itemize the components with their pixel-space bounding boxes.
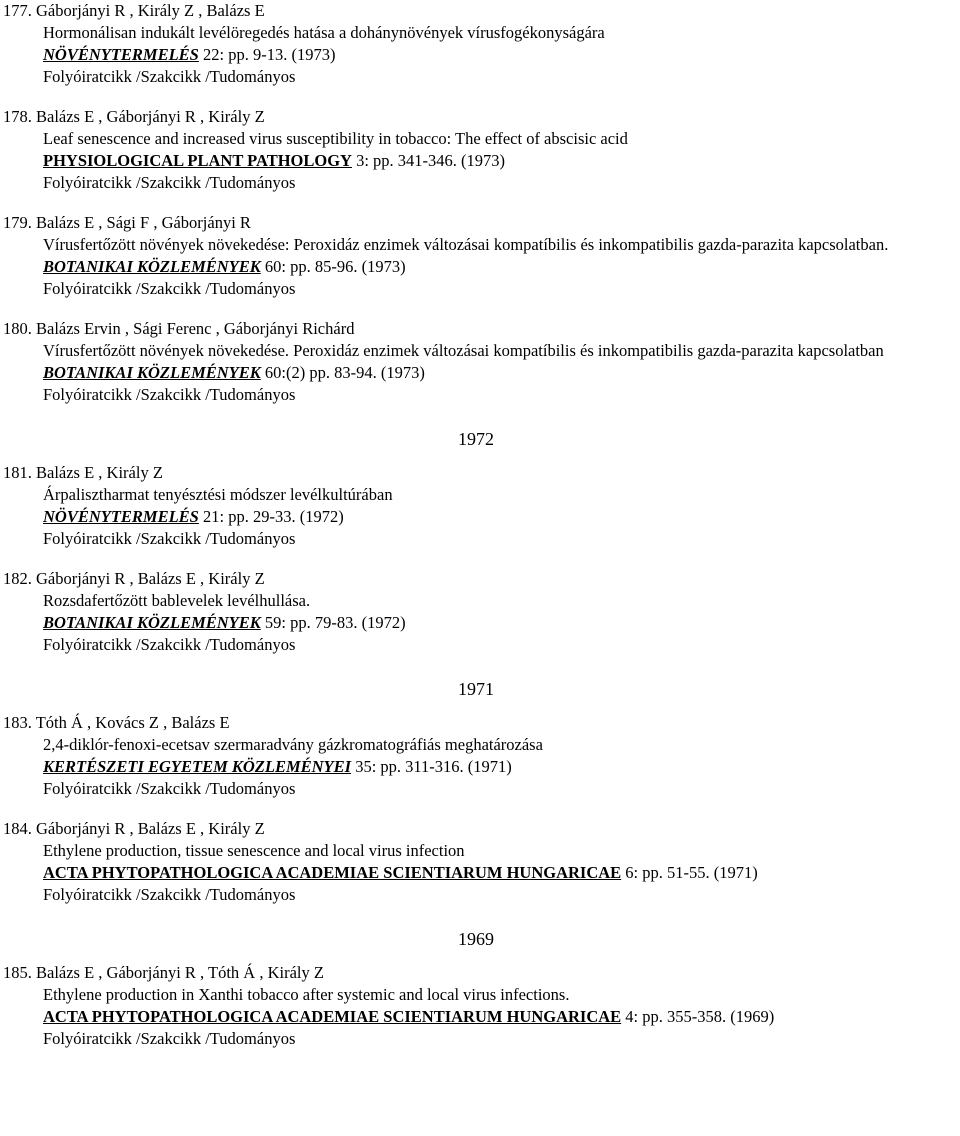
publication-entry bbox=[3, 818, 955, 906]
journal-details: 22: pp. 9-13. (1973) bbox=[198, 45, 336, 64]
journal-name: ACTA PHYTOPATHOLOGICA ACADEMIAE SCIENTIARUM HUNGARICAE bbox=[43, 863, 622, 882]
publication-type: Folyóiratcikk /Szakcikk /Tudományos bbox=[43, 529, 296, 548]
entry-header bbox=[3, 212, 955, 234]
entry-source bbox=[3, 256, 955, 278]
entry-title: Ethylene production, tissue senescence and local virus infection bbox=[43, 841, 465, 860]
publication-entry bbox=[3, 462, 955, 550]
entry-header bbox=[3, 568, 955, 590]
journal-details: 59: pp. 79-83. (1972) bbox=[260, 613, 406, 632]
entry-title: Ethylene production in Xanthi tobacco after systemic and local virus infections. bbox=[43, 985, 570, 1004]
entry-number: 183. bbox=[3, 713, 32, 732]
year-heading-1972 bbox=[3, 424, 955, 462]
entry-header bbox=[3, 962, 955, 984]
year-heading-1971 bbox=[3, 674, 955, 712]
entry-authors: Gáborjányi R , Király Z , Balázs E bbox=[36, 1, 265, 20]
year-heading-label: 1971 bbox=[458, 679, 494, 699]
entry-header bbox=[3, 462, 955, 484]
entry-number: 181. bbox=[3, 463, 32, 482]
entry-source bbox=[3, 150, 955, 172]
journal-name: BOTANIKAI KÖZLEMÉNYEK bbox=[43, 613, 261, 632]
publication-type: Folyóiratcikk /Szakcikk /Tudományos bbox=[43, 635, 296, 654]
journal-name: BOTANIKAI KÖZLEMÉNYEK bbox=[43, 257, 261, 276]
journal-name: ACTA PHYTOPATHOLOGICA ACADEMIAE SCIENTIARUM HUNGARICAE bbox=[43, 1007, 622, 1026]
journal-details: 6: pp. 51-55. (1971) bbox=[621, 863, 758, 882]
year-heading-1969 bbox=[3, 924, 955, 962]
entry-authors: Gáborjányi R , Balázs E , Király Z bbox=[36, 819, 265, 838]
entry-number: 178. bbox=[3, 107, 32, 126]
entry-number: 185. bbox=[3, 963, 32, 982]
entry-number: 180. bbox=[3, 319, 32, 338]
journal-details: 4: pp. 355-358. (1969) bbox=[621, 1007, 775, 1026]
publication-entry bbox=[3, 0, 955, 88]
entry-header bbox=[3, 818, 955, 840]
entry-title: Rozsdafertőzött bablevelek levélhullása. bbox=[43, 591, 311, 610]
publication-type: Folyóiratcikk /Szakcikk /Tudományos bbox=[43, 385, 296, 404]
journal-name: KERTÉSZETI EGYETEM KÖZLEMÉNYEI bbox=[43, 757, 352, 776]
entry-source bbox=[3, 362, 955, 384]
publication-list bbox=[3, 0, 955, 1068]
publication-entry bbox=[3, 212, 955, 300]
publication-type: Folyóiratcikk /Szakcikk /Tudományos bbox=[43, 67, 296, 86]
entry-source bbox=[3, 612, 955, 634]
publication-entry bbox=[3, 318, 955, 406]
entry-title: Vírusfertőzött növények növekedése. Peroxidáz enzimek változásai kompatíbilis és inkompatibilis gazda-parazita kapcsolatban bbox=[43, 341, 884, 360]
entry-source bbox=[3, 756, 955, 778]
entry-authors: Balázs E , Király Z bbox=[36, 463, 163, 482]
entry-source bbox=[3, 44, 955, 66]
entry-authors: Balázs E , Sági F , Gáborjányi R bbox=[36, 213, 251, 232]
entry-source bbox=[3, 862, 955, 884]
entry-group-1973 bbox=[3, 0, 955, 406]
entry-title: Árpalisztharmat tenyésztési módszer levélkultúrában bbox=[43, 485, 393, 504]
entry-header bbox=[3, 0, 955, 22]
publication-entry bbox=[3, 568, 955, 656]
entry-number: 177. bbox=[3, 1, 32, 20]
publication-type: Folyóiratcikk /Szakcikk /Tudományos bbox=[43, 279, 296, 298]
entry-authors: Tóth Á , Kovács Z , Balázs E bbox=[35, 713, 230, 732]
entry-group-1972 bbox=[3, 462, 955, 656]
entry-group-1971 bbox=[3, 712, 955, 906]
publication-entry bbox=[3, 106, 955, 194]
publication-type: Folyóiratcikk /Szakcikk /Tudományos bbox=[43, 779, 296, 798]
entry-group-1969 bbox=[3, 962, 955, 1050]
entry-title: Hormonálisan indukált levélöregedés hatása a dohánynövények vírusfogékonyságára bbox=[43, 23, 605, 42]
journal-details: 60:(2) pp. 83-94. (1973) bbox=[260, 363, 425, 382]
publication-entry bbox=[3, 962, 955, 1050]
entry-title: 2,4-diklór-fenoxi-ecetsav szermaradvány gázkromatográfiás meghatározása bbox=[43, 735, 543, 754]
entry-title: Vírusfertőzött növények növekedése: Peroxidáz enzimek változásai kompatíbilis és inkompatibilis gazda-parazita kapcsolatban. bbox=[43, 235, 889, 254]
publication-type: Folyóiratcikk /Szakcikk /Tudományos bbox=[43, 885, 296, 904]
publication-entry bbox=[3, 712, 955, 800]
entry-header bbox=[3, 318, 955, 340]
journal-name: NÖVÉNYTERMELÉS bbox=[43, 45, 199, 64]
journal-details: 3: pp. 341-346. (1973) bbox=[351, 151, 506, 170]
journal-details: 35: pp. 311-316. (1971) bbox=[351, 757, 512, 776]
entry-title: Leaf senescence and increased virus susceptibility in tobacco: The effect of abscisic acid bbox=[43, 129, 628, 148]
entry-authors: Balázs Ervin , Sági Ferenc , Gáborjányi Richárd bbox=[36, 319, 355, 338]
entry-number: 179. bbox=[3, 213, 32, 232]
journal-name: NÖVÉNYTERMELÉS bbox=[43, 507, 199, 526]
journal-name: BOTANIKAI KÖZLEMÉNYEK bbox=[43, 363, 261, 382]
entry-authors: Gáborjányi R , Balázs E , Király Z bbox=[36, 569, 265, 588]
entry-header bbox=[3, 106, 955, 128]
publication-type: Folyóiratcikk /Szakcikk /Tudományos bbox=[43, 1029, 296, 1048]
entry-header bbox=[3, 712, 955, 734]
entry-number: 182. bbox=[3, 569, 32, 588]
year-heading-label: 1969 bbox=[458, 929, 494, 949]
entry-source bbox=[3, 506, 955, 528]
journal-details: 60: pp. 85-96. (1973) bbox=[260, 257, 406, 276]
year-heading-label: 1972 bbox=[458, 429, 494, 449]
publication-type: Folyóiratcikk /Szakcikk /Tudományos bbox=[43, 173, 296, 192]
journal-details: 21: pp. 29-33. (1972) bbox=[198, 507, 344, 526]
entry-authors: Balázs E , Gáborjányi R , Király Z bbox=[36, 107, 265, 126]
entry-source bbox=[3, 1006, 955, 1028]
journal-name: PHYSIOLOGICAL PLANT PATHOLOGY bbox=[43, 151, 352, 170]
entry-authors: Balázs E , Gáborjányi R , Tóth Á , Király Z bbox=[36, 963, 324, 982]
entry-number: 184. bbox=[3, 819, 32, 838]
